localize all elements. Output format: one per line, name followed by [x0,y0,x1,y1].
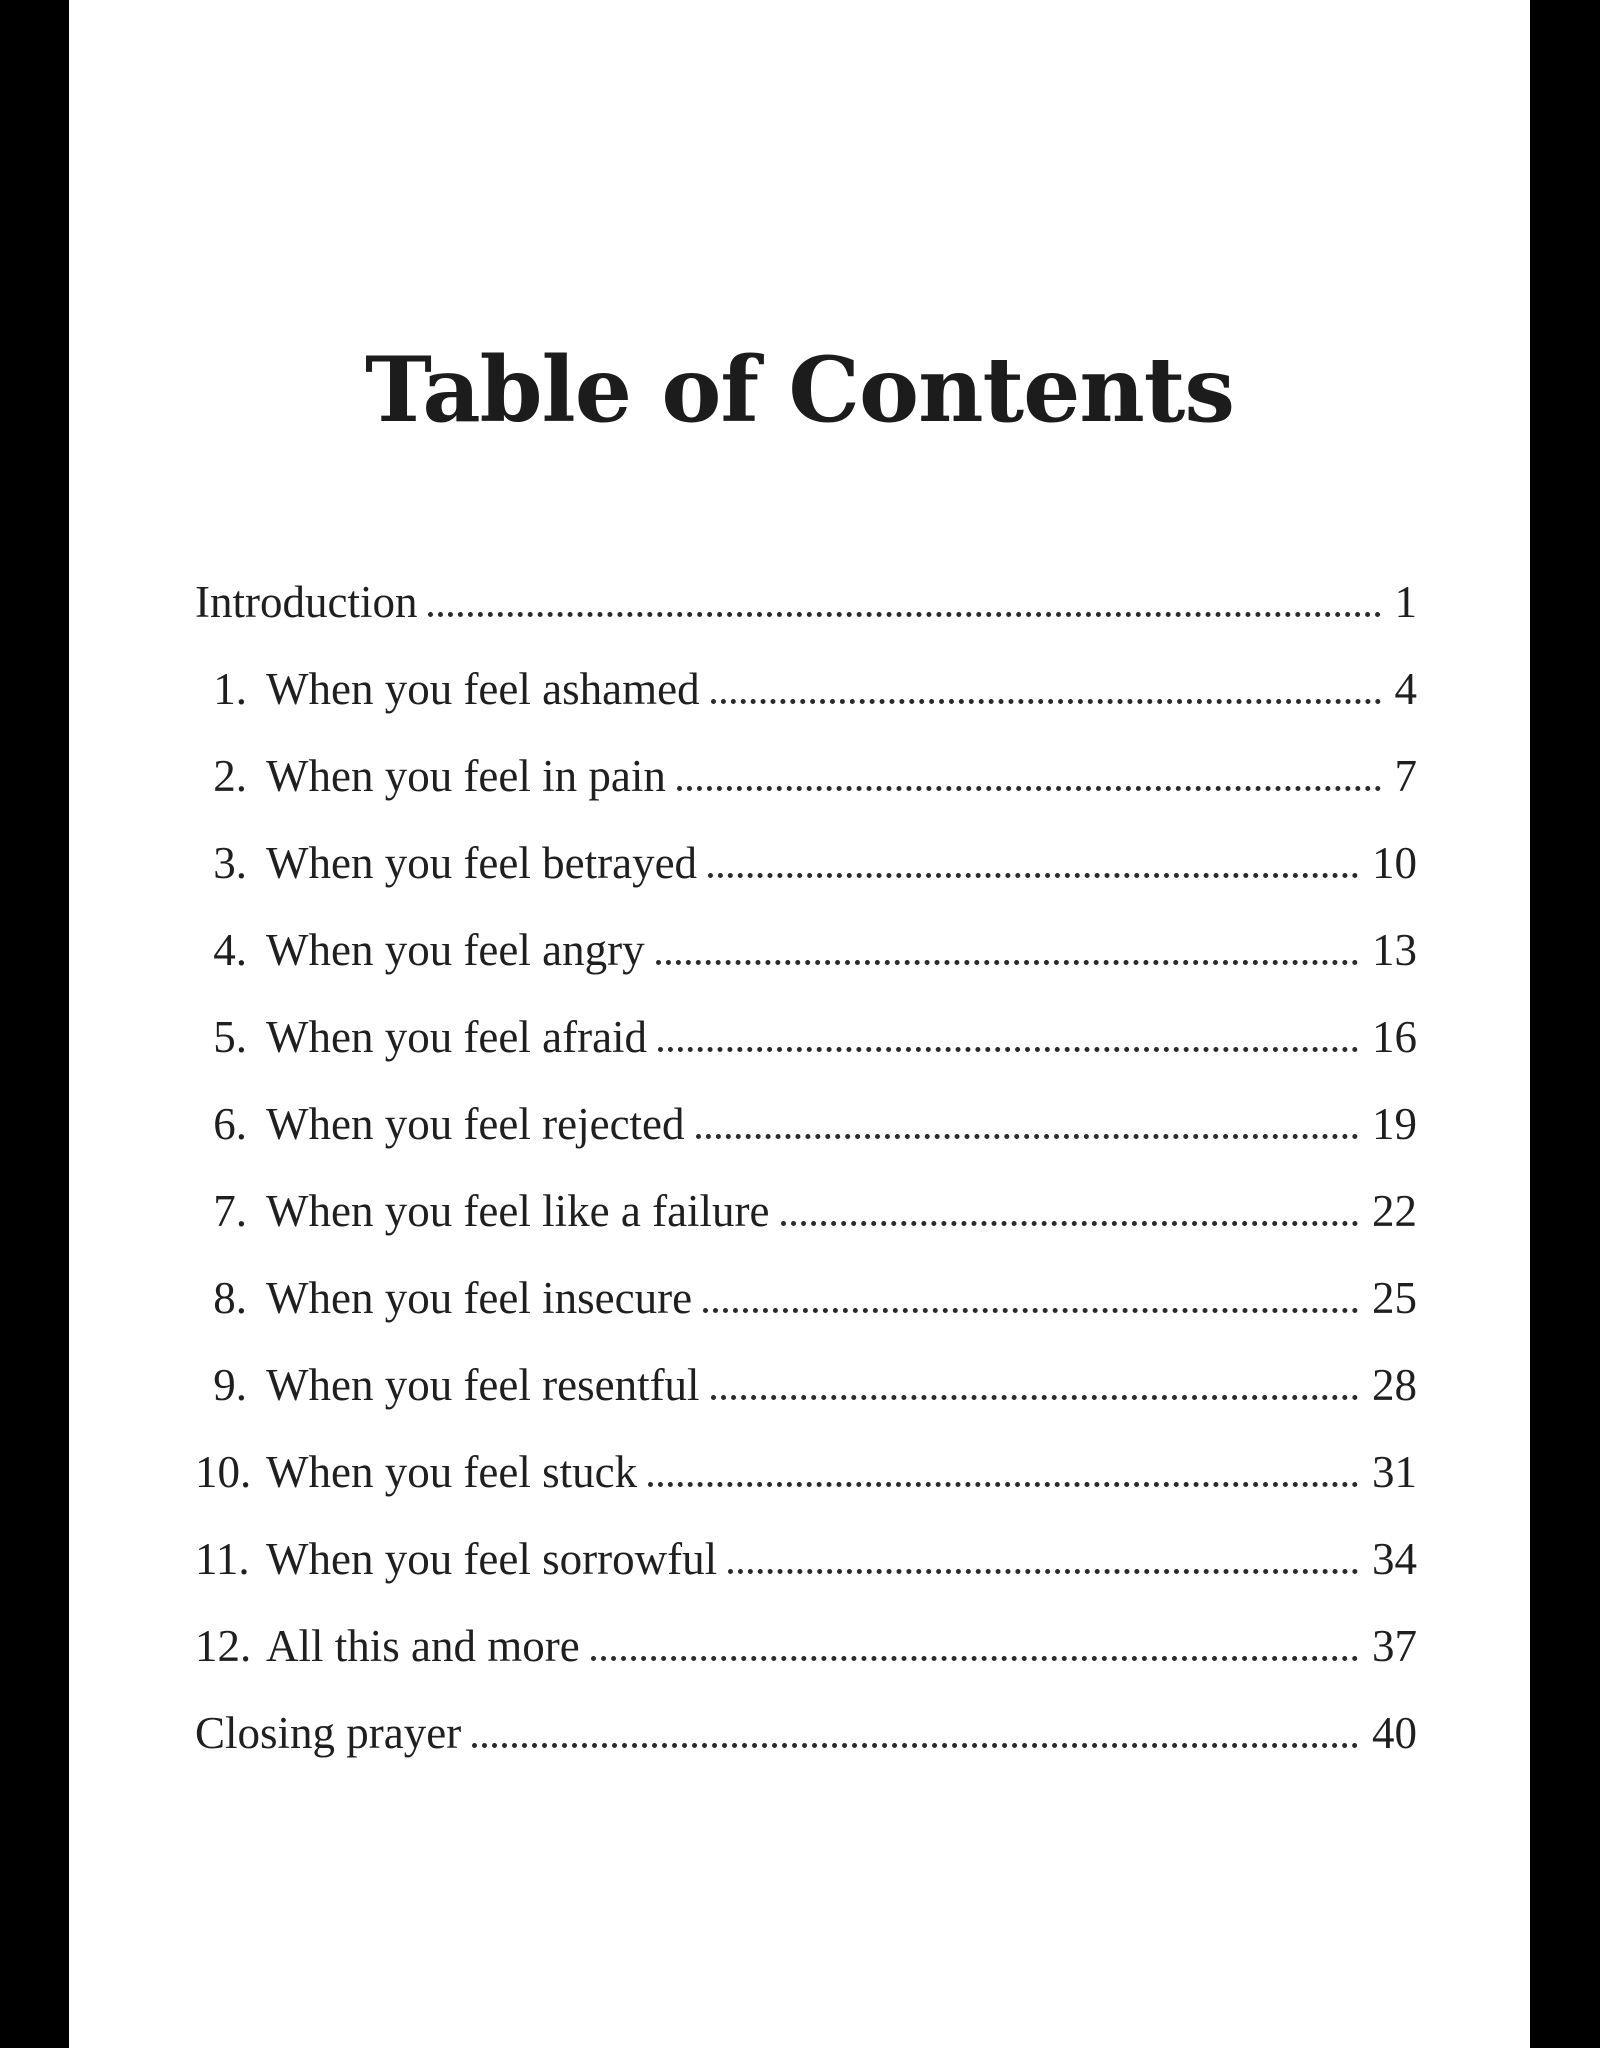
dot-leader [472,1743,1358,1748]
toc-entry-page: 28 [1372,1360,1417,1410]
toc-entry-label: When you feel betrayed [266,838,698,888]
scan-border-left [0,0,69,2048]
toc-entry-label: When you feel sorrowful [266,1534,718,1584]
toc-entry [195,1188,1417,1234]
toc-entry-number: 7. [213,1186,247,1236]
dot-leader [711,1395,1358,1400]
toc-entry [195,1536,1417,1582]
dot-leader [781,1221,1358,1226]
toc-entry-label: When you feel in pain [266,751,666,801]
toc-entry-page: 16 [1372,1012,1417,1062]
toc-entry-page: 4 [1394,664,1417,714]
toc-entry-number: 1. [213,664,247,714]
toc-entry-page: 40 [1372,1708,1417,1758]
toc-entry-number: 12. [195,1621,252,1671]
toc-entry-page: 22 [1372,1186,1417,1236]
toc-entry [195,927,1417,973]
page-title: Table of Contents [364,337,1235,443]
dot-leader [696,1134,1358,1139]
dot-leader [658,1047,1358,1052]
dot-leader [711,699,1381,704]
table-of-contents [69,579,1530,1756]
toc-entry-page: 7 [1394,751,1417,801]
dot-leader [656,960,1358,965]
toc-entry [195,753,1417,799]
toc-entry [195,1710,1417,1756]
toc-entry-label: When you feel insecure [266,1273,693,1323]
toc-entry [195,1275,1417,1321]
toc-entry-label: Introduction [195,577,418,627]
toc-entry [195,840,1417,886]
toc-entry-number: 6. [213,1099,247,1149]
toc-entry-label: When you feel resentful [266,1360,700,1410]
toc-entry-page: 10 [1372,838,1417,888]
scan-border-right [1530,0,1600,2048]
toc-entry [195,1362,1417,1408]
toc-entry-page: 37 [1372,1621,1417,1671]
toc-entry [195,1623,1417,1669]
toc-entry-number: 9. [213,1360,247,1410]
dot-leader [591,1656,1358,1661]
toc-entry-page: 1 [1394,577,1417,627]
toc-entry [195,1449,1417,1495]
toc-entry-number: 2. [213,751,247,801]
toc-entry [195,579,1417,625]
dot-leader [703,1308,1358,1313]
toc-entry-label: When you feel rejected [266,1099,685,1149]
toc-entry [195,666,1417,712]
toc-entry-label: When you feel angry [266,925,645,975]
dot-leader [728,1569,1358,1574]
toc-entry-number: 3. [213,838,247,888]
toc-entry-page: 31 [1372,1447,1417,1497]
toc-entry-label: When you feel like a failure [266,1186,770,1236]
toc-entry-number: 8. [213,1273,247,1323]
toc-entry-number: 10. [195,1447,252,1497]
toc-entry-number: 5. [213,1012,247,1062]
dot-leader [428,612,1380,617]
toc-entry-label: When you feel ashamed [266,664,700,714]
toc-entry-label: When you feel stuck [266,1447,638,1497]
toc-entry-page: 25 [1372,1273,1417,1323]
toc-entry [195,1014,1417,1060]
dot-leader [708,873,1358,878]
dot-leader [677,786,1381,791]
toc-entry-page: 19 [1372,1099,1417,1149]
toc-entry-number: 11. [195,1534,250,1584]
toc-entry-number: 4. [213,925,247,975]
toc-entry [195,1101,1417,1147]
toc-entry-page: 13 [1372,925,1417,975]
toc-entry-label: When you feel afraid [266,1012,648,1062]
toc-entry-label: Closing prayer [195,1708,462,1758]
toc-entry-label: All this and more [266,1621,580,1671]
dot-leader [648,1482,1358,1487]
book-page [69,0,1530,2048]
toc-entry-page: 34 [1372,1534,1417,1584]
